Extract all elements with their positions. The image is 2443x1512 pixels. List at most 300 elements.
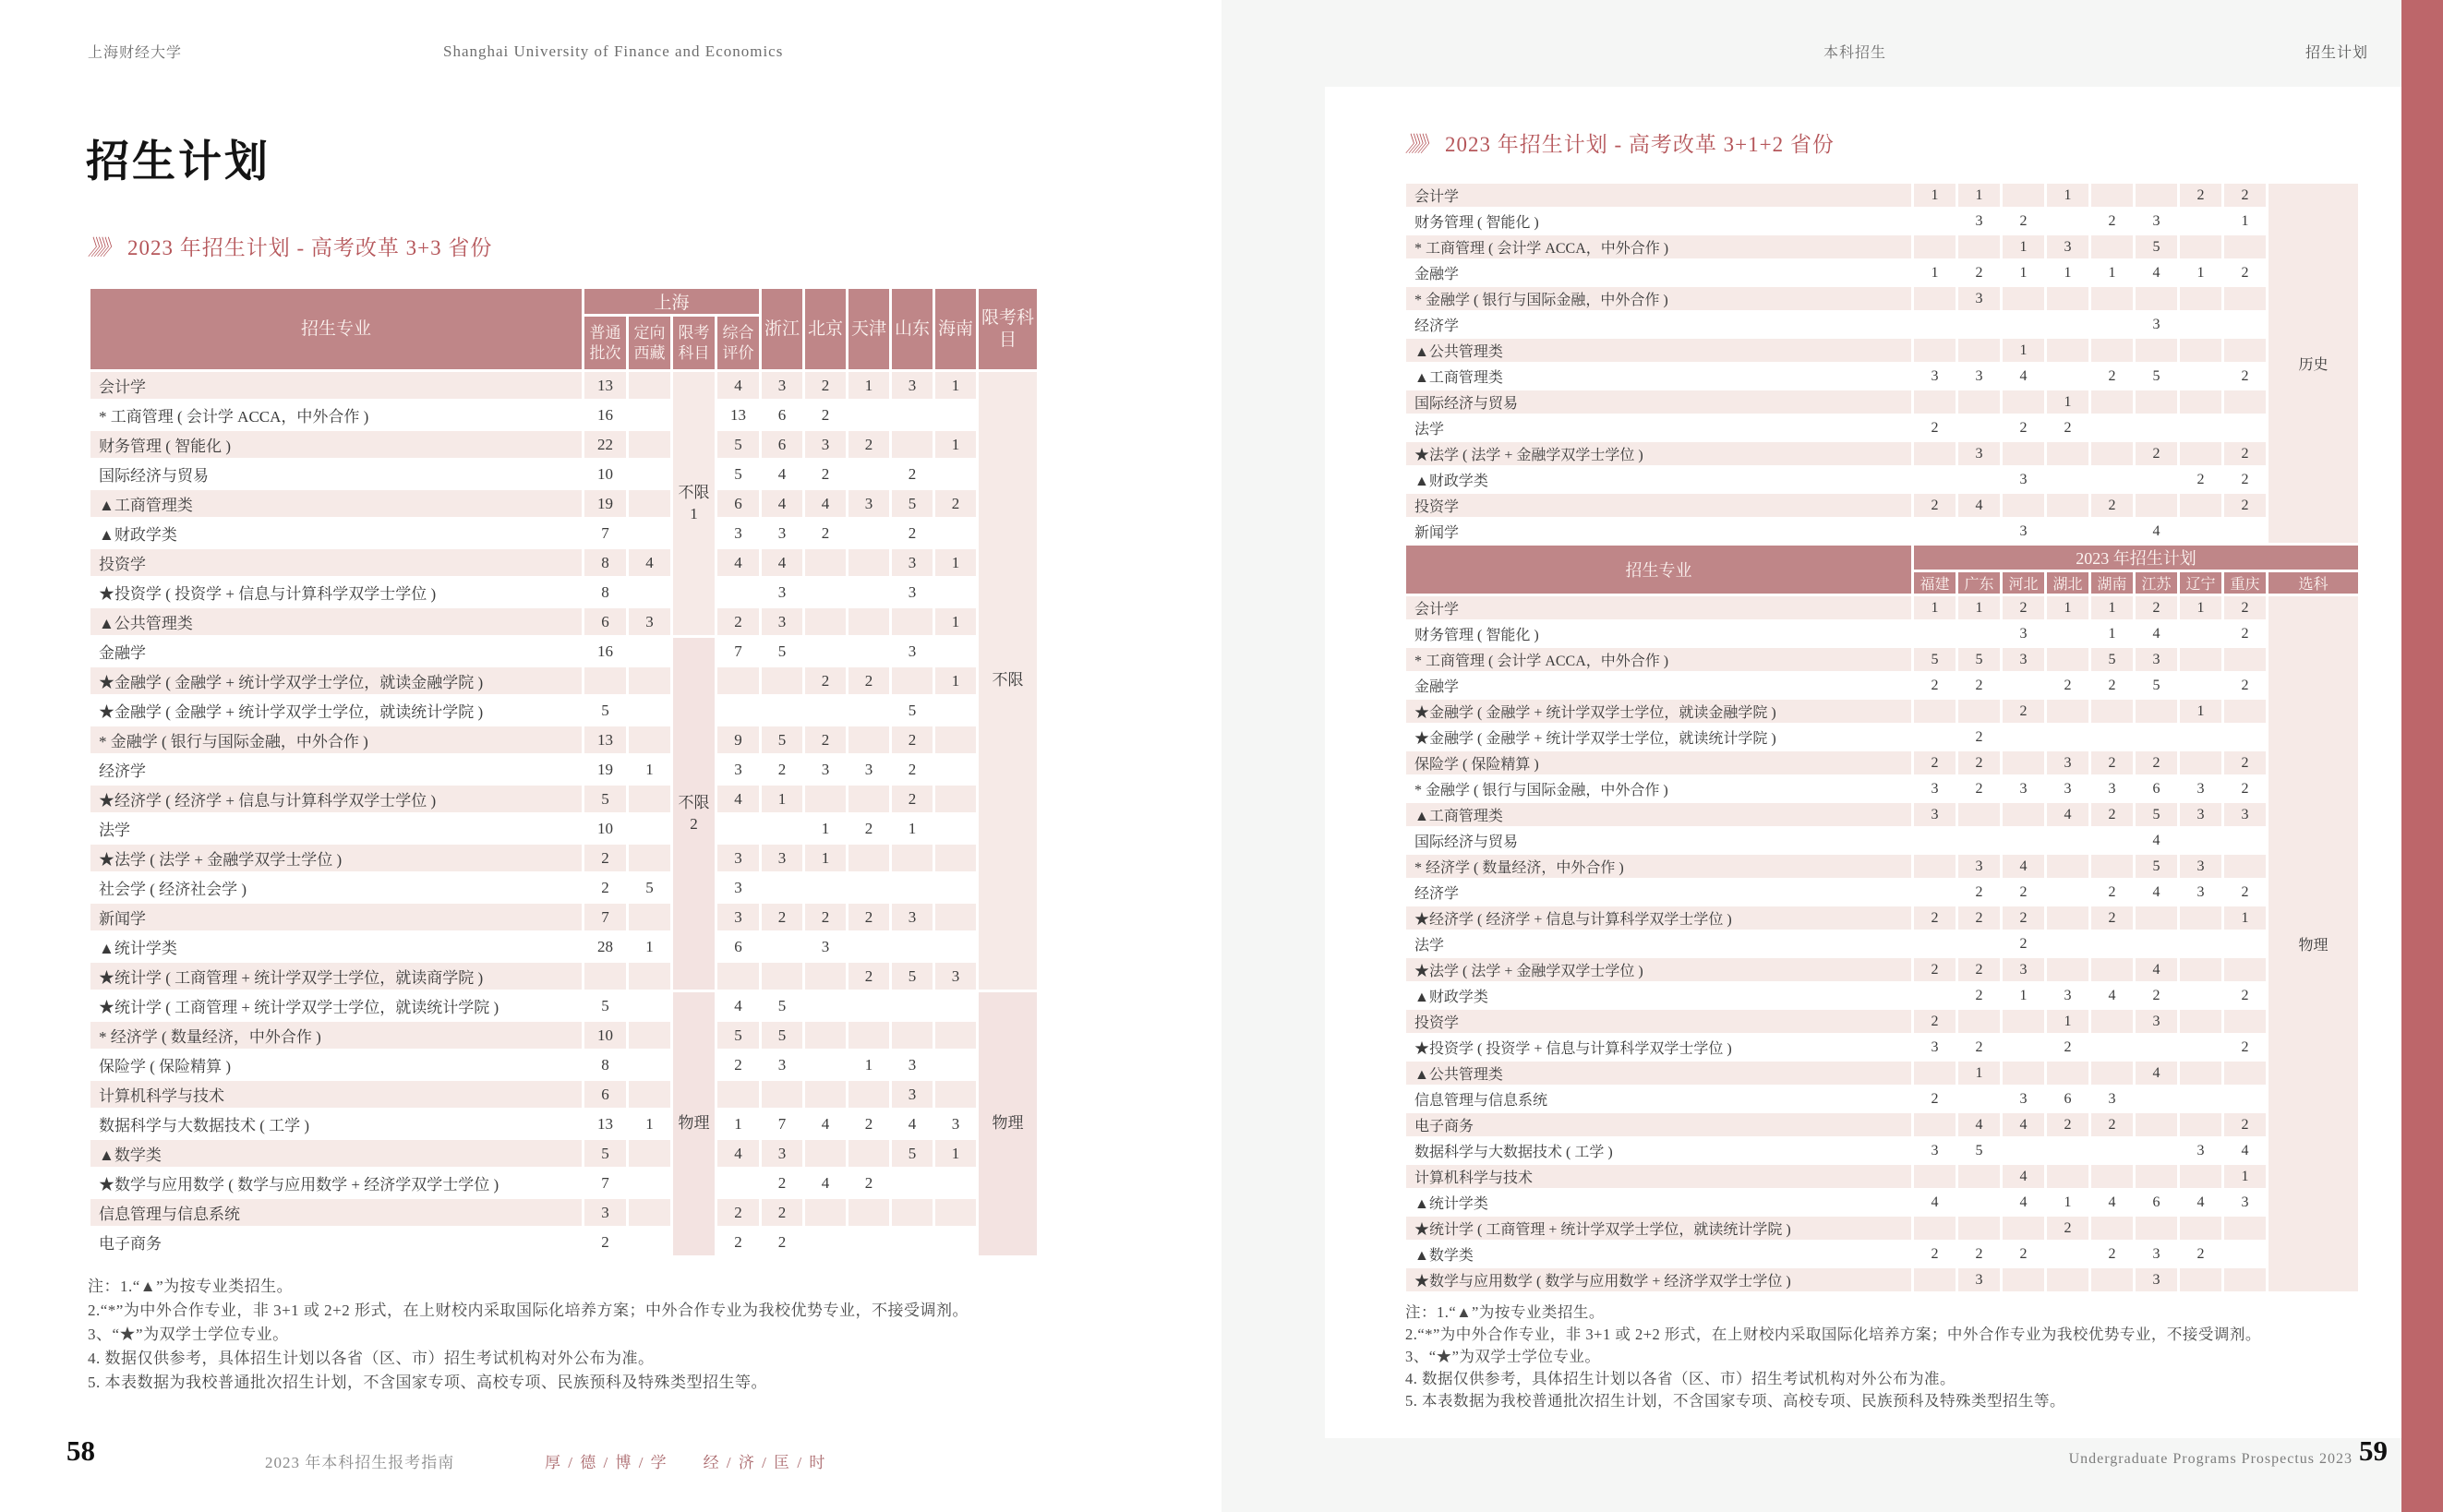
plan-count-cell — [2179, 286, 2223, 312]
plan-count-cell: 2 — [761, 755, 804, 785]
plan-count-cell: 7 — [584, 519, 628, 548]
major-name-cell: 电子商务 — [90, 1228, 584, 1257]
plan-count-cell: 3 — [2179, 1138, 2223, 1164]
plan-count-cell — [891, 666, 934, 696]
plan-count-cell — [628, 1198, 672, 1228]
plan-count-cell — [2090, 1216, 2135, 1242]
province-header: 浙江 — [761, 288, 804, 371]
plan-count-cell — [2179, 1164, 2223, 1190]
plan-count-cell — [2179, 983, 2223, 1009]
plan-count-cell: 2 — [848, 814, 891, 844]
plan-count-cell — [2179, 441, 2223, 467]
plan-count-cell: 5 — [2135, 802, 2179, 828]
section-subtitle-3plus3 — [88, 231, 492, 261]
table-row — [1405, 415, 2360, 441]
table-row — [90, 991, 1039, 1021]
plan-count-cell: 7 — [584, 1169, 628, 1198]
plan-count-cell: 2 — [891, 460, 934, 489]
table-row — [1405, 621, 2360, 647]
plan-count-cell: 2 — [1957, 983, 2002, 1009]
plan-count-cell — [2090, 931, 2135, 957]
plan-count-cell — [2179, 750, 2223, 776]
major-name-cell: 金融学 — [1405, 260, 1913, 286]
plan-count-cell: 2 — [716, 607, 761, 637]
plan-count-cell: 5 — [716, 430, 761, 460]
plan-count-cell: 1 — [2046, 260, 2090, 286]
plan-count-cell: 19 — [584, 755, 628, 785]
footnotes — [1405, 1302, 2261, 1412]
plan-count-cell — [1913, 441, 1957, 467]
province-header: 江苏 — [2135, 571, 2179, 595]
plan-count-cell: 3 — [1957, 441, 2002, 467]
plan-count-cell: 1 — [2223, 1164, 2268, 1190]
plan-count-cell — [1957, 234, 2002, 260]
plan-count-cell: 6 — [761, 401, 804, 430]
table-row — [1405, 802, 2360, 828]
plan-count-cell — [2046, 725, 2090, 750]
province-header: 湖北 — [2046, 571, 2090, 595]
plan-count-cell: 2 — [1957, 776, 2002, 802]
plan-count-cell: 2 — [2223, 467, 2268, 493]
plan-count-cell: 2 — [2046, 415, 2090, 441]
plan-count-cell — [761, 814, 804, 844]
subject-group-cell-history: 历史 — [2268, 183, 2360, 545]
plan-count-cell — [2046, 441, 2090, 467]
plan-count-cell — [891, 1169, 934, 1198]
plan-count-cell — [2135, 931, 2179, 957]
plan-count-cell: 1 — [2046, 1190, 2090, 1216]
plan-count-cell — [628, 1139, 672, 1169]
footer-brand-en: Undergraduate Programs Prospectus 2023 — [2068, 1451, 2353, 1467]
plan-count-cell — [2179, 906, 2223, 931]
plan-count-cell — [2090, 519, 2135, 545]
plan-count-cell — [1957, 312, 2002, 338]
major-name-cell: * 工商管理 ( 会计学 ACCA，中外合作 ) — [1405, 647, 1913, 673]
plan-count-cell — [804, 696, 848, 726]
table-row — [1405, 364, 2360, 390]
plan-count-cell — [848, 1139, 891, 1169]
major-name-cell: ★经济学 ( 经济学 + 信息与计算科学双学士学位 ) — [90, 785, 584, 814]
footnote-line: 2.“*”为中外合作专业，非 3+1 或 2+2 形式，在上财校内采取国际化培养方案；中外合作专业为我校优势专业，不接受调剂。 — [88, 1302, 969, 1319]
plan-count-cell — [2002, 183, 2046, 209]
plan-count-cell — [2223, 647, 2268, 673]
plan-count-cell: 1 — [804, 844, 848, 873]
plan-count-cell: 3 — [2135, 1267, 2179, 1293]
footnote-line: 注：1.“▲”为按专业类招生。 — [1405, 1303, 1605, 1321]
plan-count-cell — [716, 814, 761, 844]
plan-count-cell: 3 — [2002, 776, 2046, 802]
plan-count-cell — [2090, 699, 2135, 725]
plan-count-cell — [848, 873, 891, 903]
major-name-cell: * 工商管理 ( 会计学 ACCA，中外合作 ) — [1405, 234, 1913, 260]
plan-count-cell — [2179, 1112, 2223, 1138]
plan-count-cell — [2179, 364, 2223, 390]
major-name-cell: 经济学 — [1405, 312, 1913, 338]
plan-count-cell: 2 — [2223, 183, 2268, 209]
plan-count-cell — [2223, 699, 2268, 725]
plan-count-cell: 2 — [2223, 364, 2268, 390]
table-row — [1405, 519, 2360, 545]
plan-count-cell: 3 — [2135, 209, 2179, 234]
plan-count-cell: 1 — [628, 755, 672, 785]
plan-count-cell: 4 — [716, 371, 761, 401]
major-name-cell: 电子商务 — [1405, 1112, 1913, 1138]
plan-count-cell: 5 — [891, 696, 934, 726]
plan-count-cell: 4 — [804, 1110, 848, 1139]
major-column-header: 招生专业 — [1405, 545, 1913, 595]
plan-count-cell: 2 — [848, 903, 891, 932]
major-name-cell: * 金融学 ( 银行与国际金融，中外合作 ) — [90, 726, 584, 755]
plan-count-cell: 13 — [584, 726, 628, 755]
plan-count-cell: 3 — [1957, 286, 2002, 312]
plan-count-cell: 5 — [716, 460, 761, 489]
plan-count-cell: 5 — [716, 1021, 761, 1050]
table-row — [90, 637, 1039, 666]
plan-count-cell — [716, 666, 761, 696]
plan-count-cell — [716, 696, 761, 726]
plan-count-cell — [848, 726, 891, 755]
plan-count-cell: 1 — [934, 548, 978, 578]
plan-count-cell — [2223, 854, 2268, 880]
province-header: 福建 — [1913, 571, 1957, 595]
plan-count-cell — [891, 1021, 934, 1050]
plan-count-cell — [2046, 286, 2090, 312]
plan-count-cell: 3 — [716, 903, 761, 932]
plan-count-cell — [1913, 931, 1957, 957]
plan-count-cell: 4 — [761, 489, 804, 519]
plan-count-cell: 2 — [1913, 673, 1957, 699]
plan-count-cell: 4 — [2046, 802, 2090, 828]
plan-count-cell: 5 — [761, 637, 804, 666]
shanghai-sub-header: 普通批次 — [584, 316, 628, 371]
running-header-school-en: Shanghai University of Finance and Economics — [443, 42, 784, 60]
plan-count-cell — [2135, 699, 2179, 725]
plan-count-cell: 3 — [2002, 1086, 2046, 1112]
plan-count-cell: 1 — [2002, 338, 2046, 364]
plan-count-cell — [848, 932, 891, 962]
plan-count-cell — [934, 637, 978, 666]
plan-count-cell: 3 — [1957, 209, 2002, 234]
plan-count-cell — [2046, 828, 2090, 854]
plan-count-cell: 3 — [1913, 802, 1957, 828]
plan-count-cell: 6 — [2135, 1190, 2179, 1216]
plan-count-cell: 2 — [804, 519, 848, 548]
plan-count-cell — [934, 1228, 978, 1257]
page-number-left: 58 — [66, 1434, 95, 1467]
plan-count-cell — [2223, 415, 2268, 441]
plan-count-cell: 3 — [2046, 750, 2090, 776]
table-row — [90, 460, 1039, 489]
plan-count-cell: 1 — [934, 1139, 978, 1169]
plan-count-cell — [2179, 1086, 2223, 1112]
plan-count-cell — [804, 873, 848, 903]
plan-count-cell — [891, 932, 934, 962]
plan-count-cell: 5 — [761, 726, 804, 755]
plan-count-cell — [584, 666, 628, 696]
plan-count-cell: 1 — [2223, 906, 2268, 931]
plan-count-cell: 2 — [2179, 467, 2223, 493]
plan-count-cell: 5 — [2090, 647, 2135, 673]
plan-count-cell — [2223, 519, 2268, 545]
plan-count-cell: 1 — [716, 1110, 761, 1139]
plan-count-cell: 2 — [2223, 441, 2268, 467]
plan-count-cell — [716, 1169, 761, 1198]
plan-count-cell: 2 — [2046, 1112, 2090, 1138]
plan-count-cell: 2 — [1957, 1035, 2002, 1061]
plan-count-cell: 1 — [934, 430, 978, 460]
plan-count-cell: 2 — [1913, 957, 1957, 983]
plan-count-cell: 2 — [761, 1169, 804, 1198]
plan-count-cell: 6 — [761, 430, 804, 460]
plan-count-cell: 2 — [2223, 880, 2268, 906]
plan-count-cell — [2046, 854, 2090, 880]
table-row — [1405, 931, 2360, 957]
major-name-cell: 数据科学与大数据技术 ( 工学 ) — [1405, 1138, 1913, 1164]
plan-count-cell: 1 — [1913, 183, 1957, 209]
plan-count-cell — [2002, 1267, 2046, 1293]
major-name-cell: 保险学 ( 保险精算 ) — [90, 1050, 584, 1080]
plan-count-cell — [2046, 1242, 2090, 1267]
plan-count-cell — [2002, 286, 2046, 312]
plan-count-cell: 8 — [584, 578, 628, 607]
major-name-cell: 法学 — [1405, 415, 1913, 441]
plan-count-cell: 1 — [1913, 595, 1957, 621]
plan-count-cell — [761, 932, 804, 962]
shanghai-sub-header: 限考科目 — [672, 316, 716, 371]
table-row — [1405, 1035, 2360, 1061]
major-name-cell: 国际经济与贸易 — [1405, 390, 1913, 415]
plan-count-cell — [628, 519, 672, 548]
plan-count-cell: 4 — [2223, 1138, 2268, 1164]
plan-count-cell: 2 — [1957, 880, 2002, 906]
plan-count-cell — [2223, 286, 2268, 312]
plan-count-cell: 4 — [761, 460, 804, 489]
plan-count-cell: 3 — [891, 371, 934, 401]
plan-count-cell: 2 — [2090, 750, 2135, 776]
plan-count-cell — [2135, 415, 2179, 441]
plan-count-cell: 1 — [2090, 621, 2135, 647]
plan-count-cell — [934, 696, 978, 726]
plan-count-cell: 3 — [2090, 776, 2135, 802]
plan-count-cell — [628, 578, 672, 607]
plan-count-cell: 3 — [2223, 802, 2268, 828]
plan-count-cell: 3 — [761, 519, 804, 548]
table-row — [1405, 286, 2360, 312]
plan-count-cell — [2179, 1216, 2223, 1242]
table-row — [1405, 234, 2360, 260]
plan-count-cell — [1913, 467, 1957, 493]
plan-count-cell: 5 — [2135, 673, 2179, 699]
table-row — [90, 1198, 1039, 1228]
table-row — [1405, 880, 2360, 906]
page-number-right: 59 — [2359, 1434, 2388, 1467]
plan-count-cell: 2 — [2223, 1035, 2268, 1061]
table-row — [1405, 776, 2360, 802]
plan-count-cell — [1913, 854, 1957, 880]
table-row — [1405, 750, 2360, 776]
plan-count-cell: 2 — [716, 1050, 761, 1080]
plan-count-cell — [2046, 209, 2090, 234]
plan-count-cell — [628, 844, 672, 873]
plan-count-cell — [2179, 1267, 2223, 1293]
plan-count-cell — [2135, 183, 2179, 209]
plan-count-cell: 1 — [2046, 595, 2090, 621]
plan-count-cell — [891, 430, 934, 460]
plan-count-cell: 2 — [2090, 209, 2135, 234]
major-name-cell: 金融学 — [90, 637, 584, 666]
plan-count-cell — [848, 607, 891, 637]
plan-count-cell: 13 — [584, 1110, 628, 1139]
plan-count-cell: 2 — [2223, 1112, 2268, 1138]
admission-plan-table-3plus1plus2 — [1403, 181, 2361, 1294]
table-row — [1405, 467, 2360, 493]
plan-count-cell — [934, 401, 978, 430]
major-name-cell: ★金融学 ( 金融学 + 统计学双学士学位，就读金融学院 ) — [90, 666, 584, 696]
plan-count-cell: 2 — [2046, 1216, 2090, 1242]
plan-count-cell: 3 — [804, 932, 848, 962]
plan-count-cell — [2090, 1164, 2135, 1190]
plan-count-cell: 2 — [934, 489, 978, 519]
plan-count-cell: 8 — [584, 1050, 628, 1080]
plan-count-cell: 2 — [1957, 957, 2002, 983]
plan-count-cell — [2046, 621, 2090, 647]
table-row — [90, 873, 1039, 903]
plan-count-cell — [2135, 1216, 2179, 1242]
page-edge-accent-bar — [2401, 0, 2443, 1512]
plan-count-cell: 4 — [2002, 854, 2046, 880]
plan-count-cell: 1 — [2002, 983, 2046, 1009]
plan-count-cell — [628, 814, 672, 844]
plan-count-cell: 3 — [891, 637, 934, 666]
plan-count-cell — [2002, 312, 2046, 338]
plan-count-cell: 1 — [2223, 209, 2268, 234]
major-name-cell: 新闻学 — [90, 903, 584, 932]
major-name-cell: 会计学 — [1405, 595, 1913, 621]
table-row — [1405, 1112, 2360, 1138]
year-plan-band-header: 2023 年招生计划 — [1913, 545, 2360, 571]
plan-count-cell: 3 — [934, 1110, 978, 1139]
plan-count-cell: 2 — [2135, 595, 2179, 621]
table-row — [90, 932, 1039, 962]
plan-count-cell — [761, 696, 804, 726]
plan-count-cell: 2 — [2090, 364, 2135, 390]
plan-count-cell: 1 — [1957, 595, 2002, 621]
plan-count-cell — [2135, 467, 2179, 493]
plan-count-cell — [934, 873, 978, 903]
plan-count-cell: 2 — [2002, 1242, 2046, 1267]
plan-count-cell: 3 — [1957, 1267, 2002, 1293]
major-name-cell: ★金融学 ( 金融学 + 统计学双学士学位，就读统计学院 ) — [1405, 725, 1913, 750]
plan-count-cell — [628, 991, 672, 1021]
plan-count-cell — [2002, 390, 2046, 415]
plan-count-cell: 5 — [1957, 647, 2002, 673]
plan-count-cell: 2 — [2090, 493, 2135, 519]
plan-count-cell: 8 — [584, 548, 628, 578]
major-name-cell: ▲公共管理类 — [1405, 1061, 1913, 1086]
plan-count-cell: 3 — [2135, 1242, 2179, 1267]
table-row — [1405, 1216, 2360, 1242]
plan-count-cell: 2 — [584, 873, 628, 903]
plan-count-cell — [2179, 519, 2223, 545]
plan-count-cell: 3 — [2002, 519, 2046, 545]
plan-count-cell — [2223, 725, 2268, 750]
plan-count-cell — [848, 785, 891, 814]
plan-count-cell: 5 — [891, 1139, 934, 1169]
table-row — [1405, 828, 2360, 854]
plan-count-cell: 4 — [891, 1110, 934, 1139]
subtitle-text: 2023 年招生计划 - 高考改革 3+1+2 省份 — [1445, 133, 1835, 156]
major-name-cell: ★金融学 ( 金融学 + 统计学双学士学位，就读金融学院 ) — [1405, 699, 1913, 725]
plan-count-cell: 4 — [2135, 828, 2179, 854]
plan-count-cell — [1913, 286, 1957, 312]
major-name-cell: 法学 — [90, 814, 584, 844]
plan-count-cell: 13 — [584, 371, 628, 401]
plan-count-cell — [761, 962, 804, 991]
plan-count-cell: 3 — [2135, 647, 2179, 673]
plan-count-cell — [2002, 725, 2046, 750]
plan-count-cell — [2223, 338, 2268, 364]
plan-count-cell — [1913, 1112, 1957, 1138]
province-header: 山东 — [891, 288, 934, 371]
subtitle-text: 2023 年招生计划 - 高考改革 3+3 省份 — [127, 236, 493, 259]
plan-count-cell — [1913, 312, 1957, 338]
plan-count-cell — [891, 607, 934, 637]
plan-count-cell: 3 — [848, 755, 891, 785]
plan-count-cell — [628, 1169, 672, 1198]
plan-count-cell — [628, 371, 672, 401]
major-name-cell: ▲财政学类 — [1405, 467, 1913, 493]
plan-count-cell: 3 — [1957, 364, 2002, 390]
table-header-row — [1405, 545, 2360, 571]
plan-count-cell: 22 — [584, 430, 628, 460]
plan-count-cell: 2 — [2090, 673, 2135, 699]
plan-count-cell — [934, 1050, 978, 1080]
plan-count-cell: 3 — [716, 844, 761, 873]
plan-count-cell: 4 — [716, 548, 761, 578]
plan-count-cell — [716, 578, 761, 607]
plan-count-cell: 3 — [891, 903, 934, 932]
plan-count-cell: 4 — [2002, 1164, 2046, 1190]
plan-count-cell: 2 — [2223, 750, 2268, 776]
major-name-cell: ▲财政学类 — [90, 519, 584, 548]
plan-count-cell: 1 — [1957, 183, 2002, 209]
plan-count-cell: 3 — [891, 1050, 934, 1080]
plan-count-cell — [848, 844, 891, 873]
table-row — [1405, 493, 2360, 519]
plan-count-cell: 4 — [716, 1139, 761, 1169]
table-row — [90, 844, 1039, 873]
footnote-line: 2.“*”为中外合作专业，非 3+1 或 2+2 形式，在上财校内采取国际化培养方案；中外合作专业为我校优势专业，不接受调剂。 — [1405, 1326, 2261, 1343]
plan-count-cell — [848, 1228, 891, 1257]
plan-count-cell — [804, 548, 848, 578]
subject-restriction-cell: 物理 — [978, 991, 1039, 1257]
plan-count-cell: 2 — [891, 726, 934, 755]
plan-count-cell: 2 — [1957, 673, 2002, 699]
plan-count-cell: 3 — [2179, 880, 2223, 906]
province-header: 广东 — [1957, 571, 2002, 595]
plan-count-cell — [804, 991, 848, 1021]
plan-count-cell — [1913, 209, 1957, 234]
table-row — [90, 726, 1039, 755]
table-row — [1405, 1138, 2360, 1164]
shanghai-sub-header: 定向西藏 — [628, 316, 672, 371]
plan-count-cell — [848, 401, 891, 430]
plan-count-cell — [2223, 312, 2268, 338]
major-name-cell: 国际经济与贸易 — [90, 460, 584, 489]
plan-count-cell — [2090, 1009, 2135, 1035]
subject-restriction-cell: 物理 — [672, 991, 716, 1257]
plan-count-cell — [2179, 828, 2223, 854]
